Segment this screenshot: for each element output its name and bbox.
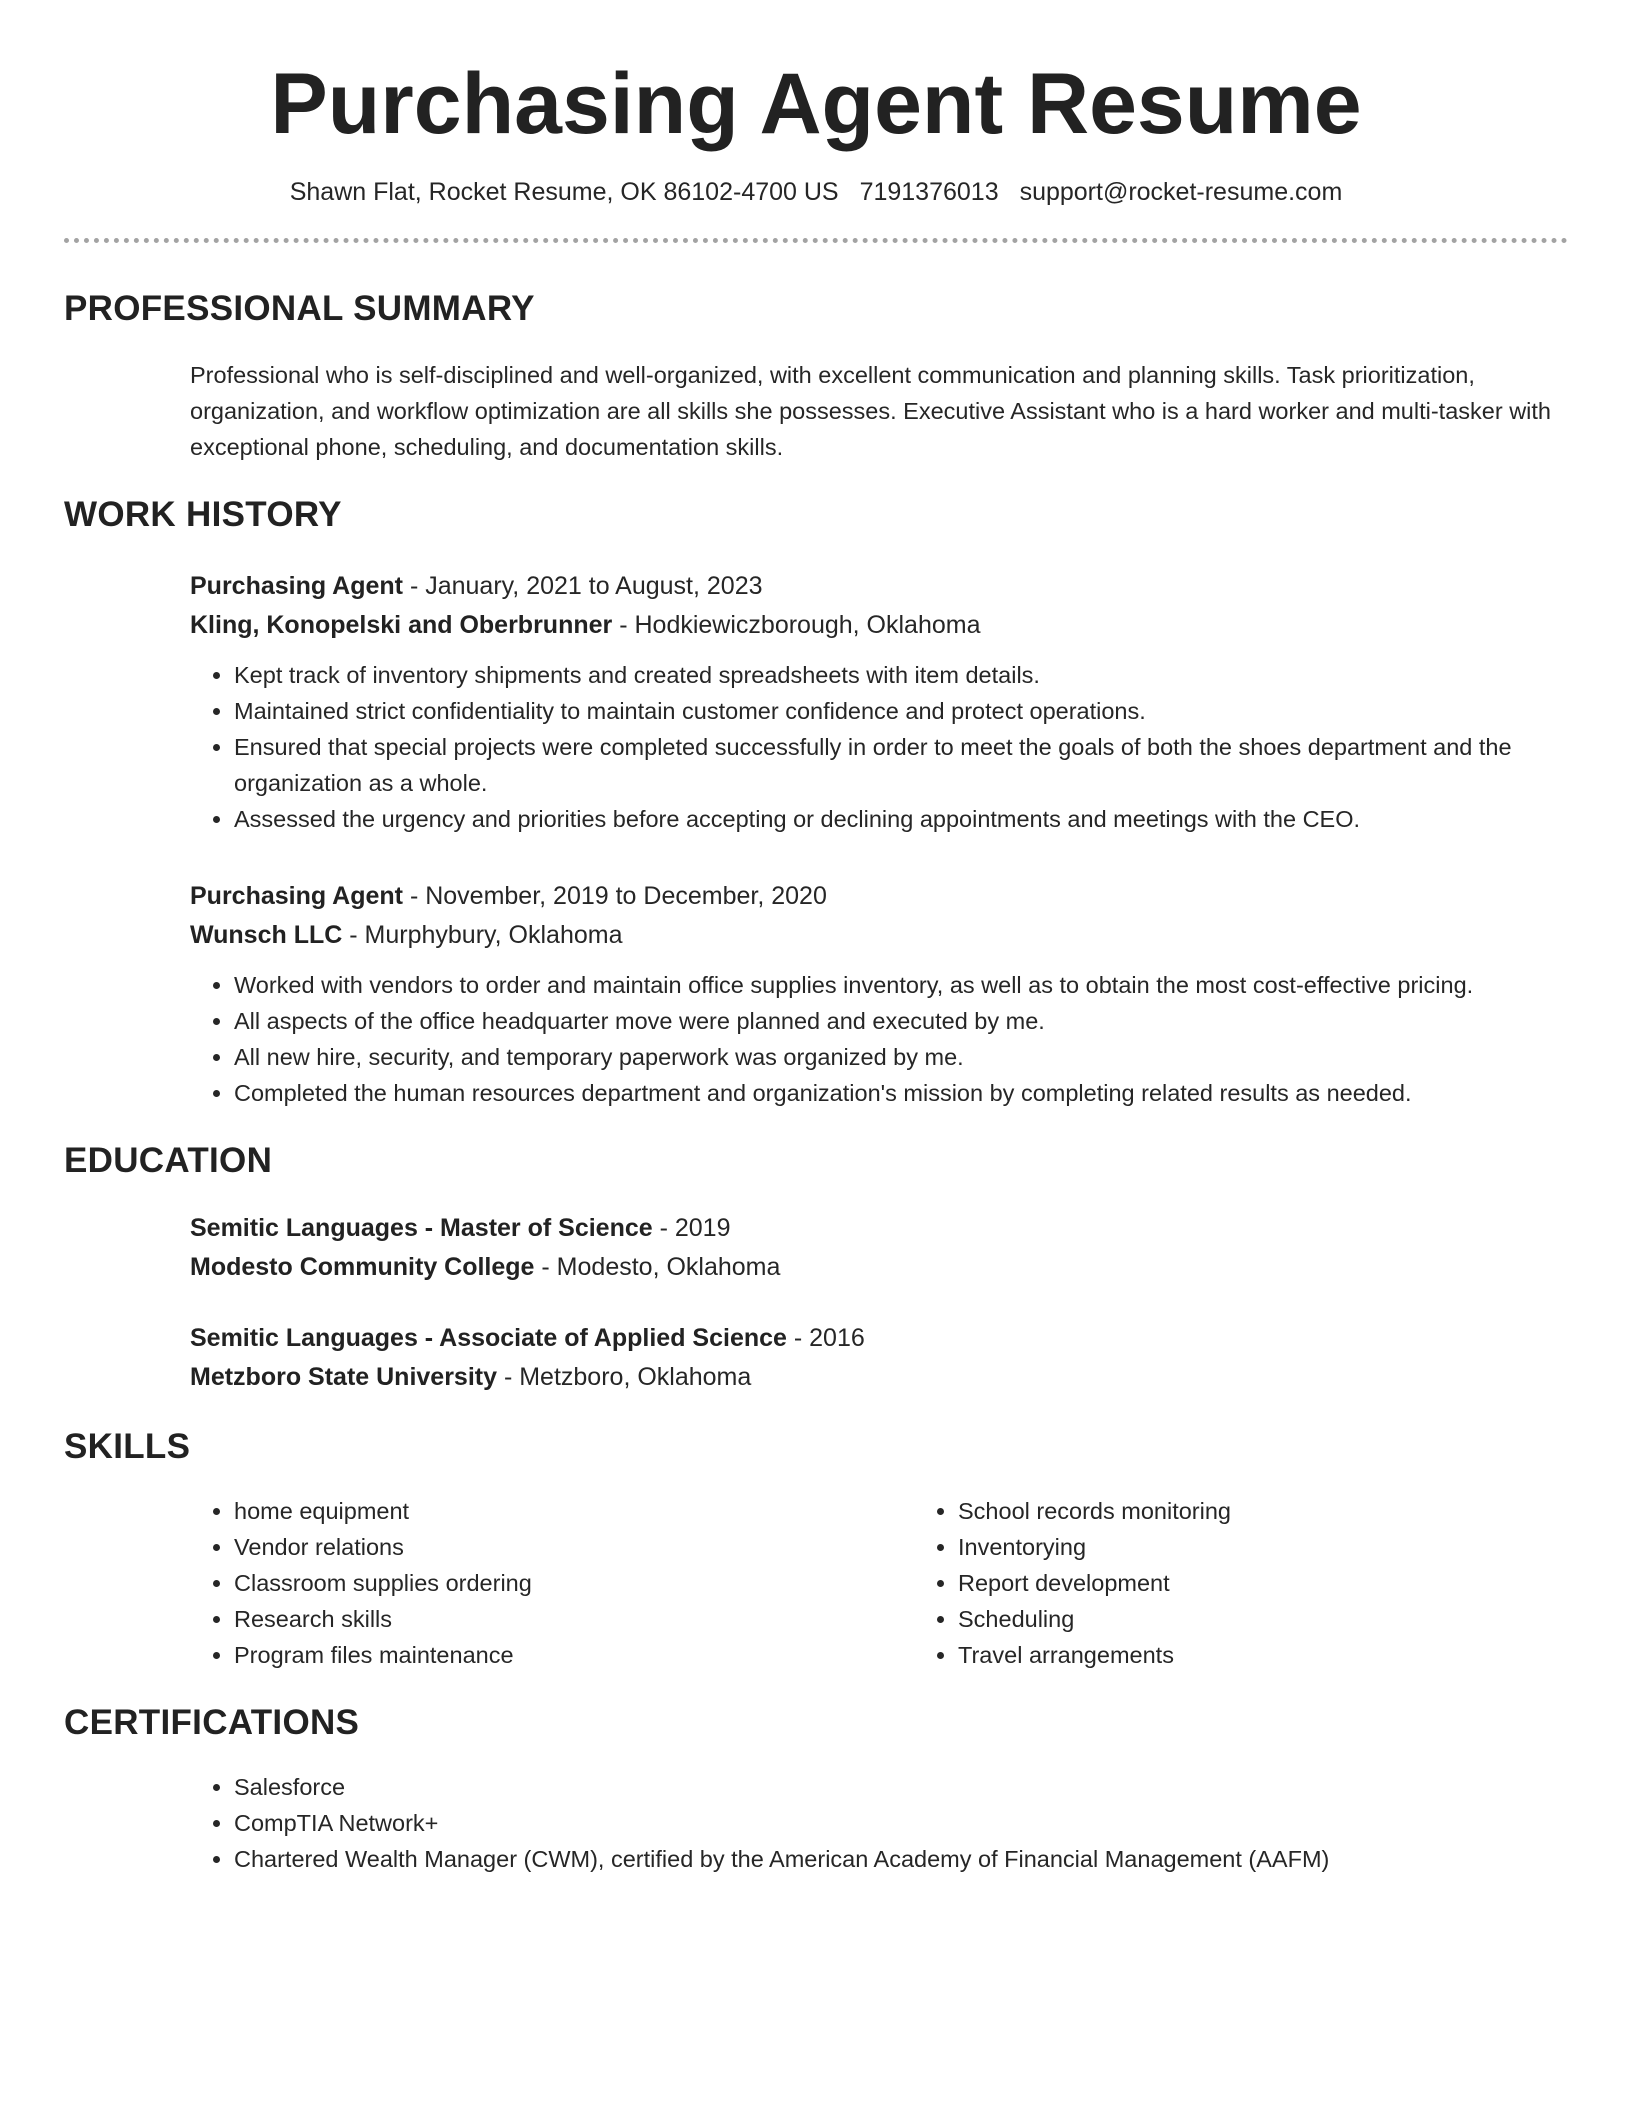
school-location: - Modesto, Oklahoma — [534, 1253, 781, 1281]
job-title: Purchasing Agent — [190, 882, 403, 910]
job-title-line — [190, 877, 1568, 916]
list-item: • Completed the human resources department and organization's mission by completing related results as needed. — [234, 1075, 1568, 1111]
certifications-list-wrap — [190, 1769, 1568, 1877]
resume-title: Purchasing Agent Resume — [270, 56, 1362, 152]
school: Modesto Community College — [190, 1253, 535, 1281]
list-item: • Chartered Wealth Manager (CWM), certified by the American Academy of Financial Management (AAFM) — [234, 1841, 1568, 1877]
header-divider — [64, 238, 1568, 243]
job-title: Purchasing Agent — [190, 572, 403, 600]
degree: Semitic Languages - Master of Science — [190, 1214, 653, 1242]
list-item: • Assessed the urgency and priorities before accepting or declining appointments and meetings with the CEO. — [234, 801, 1568, 837]
job-company: Kling, Konopelski and Oberbrunner — [190, 611, 613, 639]
contact-email: support@rocket-resume.com — [1019, 178, 1343, 206]
job-entry — [190, 567, 1568, 837]
list-item: • All aspects of the office headquarter move were planned and executed by me. — [234, 1003, 1568, 1039]
contact-address: Shawn Flat, Rocket Resume, OK 86102-4700 US — [289, 178, 839, 206]
skills-section — [64, 1425, 1568, 1673]
list-item: • Ensured that special projects were completed successfully in order to meet the goals of both the shoes department and the organization as a whole. — [234, 729, 1568, 801]
skills-grid — [190, 1493, 1568, 1673]
work-history-heading: WORK HISTORY — [64, 495, 342, 534]
summary-section — [64, 287, 1568, 465]
school-line — [190, 1248, 1568, 1287]
job-dates: - November, 2019 to December, 2020 — [403, 882, 827, 910]
contact-phone: 7191376013 — [859, 178, 999, 206]
skills-column-left — [190, 1493, 914, 1673]
certifications-heading: CERTIFICATIONS — [64, 1703, 360, 1742]
degree: Semitic Languages - Associate of Applied Science — [190, 1324, 787, 1352]
job-company: Wunsch LLC — [190, 921, 343, 949]
job-bullets — [190, 657, 1568, 837]
list-item: • All new hire, security, and temporary paperwork was organized by me. — [234, 1039, 1568, 1075]
school-line — [190, 1358, 1568, 1397]
resume-page — [64, 0, 1568, 1877]
job-company-line — [190, 916, 1568, 955]
list-item: • School records monitoring — [958, 1493, 1558, 1529]
list-item: • Travel arrangements — [958, 1637, 1558, 1673]
degree-line — [190, 1209, 1568, 1248]
list-item: • Kept track of inventory shipments and created spreadsheets with item details. — [234, 657, 1568, 693]
list-item: • Report development — [958, 1565, 1558, 1601]
school-location: - Metzboro, Oklahoma — [497, 1363, 752, 1391]
degree-year: - 2016 — [786, 1324, 865, 1352]
skills-heading: SKILLS — [64, 1427, 191, 1466]
education-section — [64, 1139, 1568, 1397]
job-location: - Hodkiewiczborough, Oklahoma — [612, 611, 981, 639]
job-dates: - January, 2021 to August, 2023 — [403, 572, 763, 600]
list-item: • home equipment — [234, 1493, 914, 1529]
contact-line — [64, 176, 1568, 208]
list-item: • CompTIA Network+ — [234, 1805, 1568, 1841]
certifications-section — [64, 1701, 1568, 1877]
education-entry — [190, 1319, 1568, 1397]
job-company-line — [190, 606, 1568, 645]
school: Metzboro State University — [190, 1363, 498, 1391]
education-heading: EDUCATION — [64, 1141, 273, 1180]
list-item: • Research skills — [234, 1601, 914, 1637]
degree-year: - 2019 — [652, 1214, 731, 1242]
degree-line — [190, 1319, 1568, 1358]
job-bullets — [190, 967, 1568, 1111]
list-item: • Vendor relations — [234, 1529, 914, 1565]
list-item: • Program files maintenance — [234, 1637, 914, 1673]
summary-heading: PROFESSIONAL SUMMARY — [64, 289, 535, 328]
list-item: • Classroom supplies ordering — [234, 1565, 914, 1601]
summary-text: Professional who is self-disciplined and well-organized, with excellent communication and planning skills. Task prioritization, organization, and workflow optimization are all skills she possesses. Executive Assistant who is a hard worker and multi-tasker with exceptional phone, scheduling, and documentation skills. — [190, 362, 1551, 460]
education-entry — [190, 1209, 1568, 1287]
job-title-line — [190, 567, 1568, 606]
list-item: • Maintained strict confidentiality to maintain customer confidence and protect operations. — [234, 693, 1568, 729]
list-item: • Worked with vendors to order and maintain office supplies inventory, as well as to obtain the most cost-effective pricing. — [234, 967, 1568, 1003]
skills-column-right — [914, 1493, 1558, 1673]
job-entry — [190, 877, 1568, 1111]
job-location: - Murphybury, Oklahoma — [342, 921, 623, 949]
list-item: • Inventorying — [958, 1529, 1558, 1565]
list-item: • Salesforce — [234, 1769, 1568, 1805]
work-history-section — [64, 493, 1568, 1111]
certifications-list — [190, 1769, 1568, 1877]
list-item: • Scheduling — [958, 1601, 1558, 1637]
